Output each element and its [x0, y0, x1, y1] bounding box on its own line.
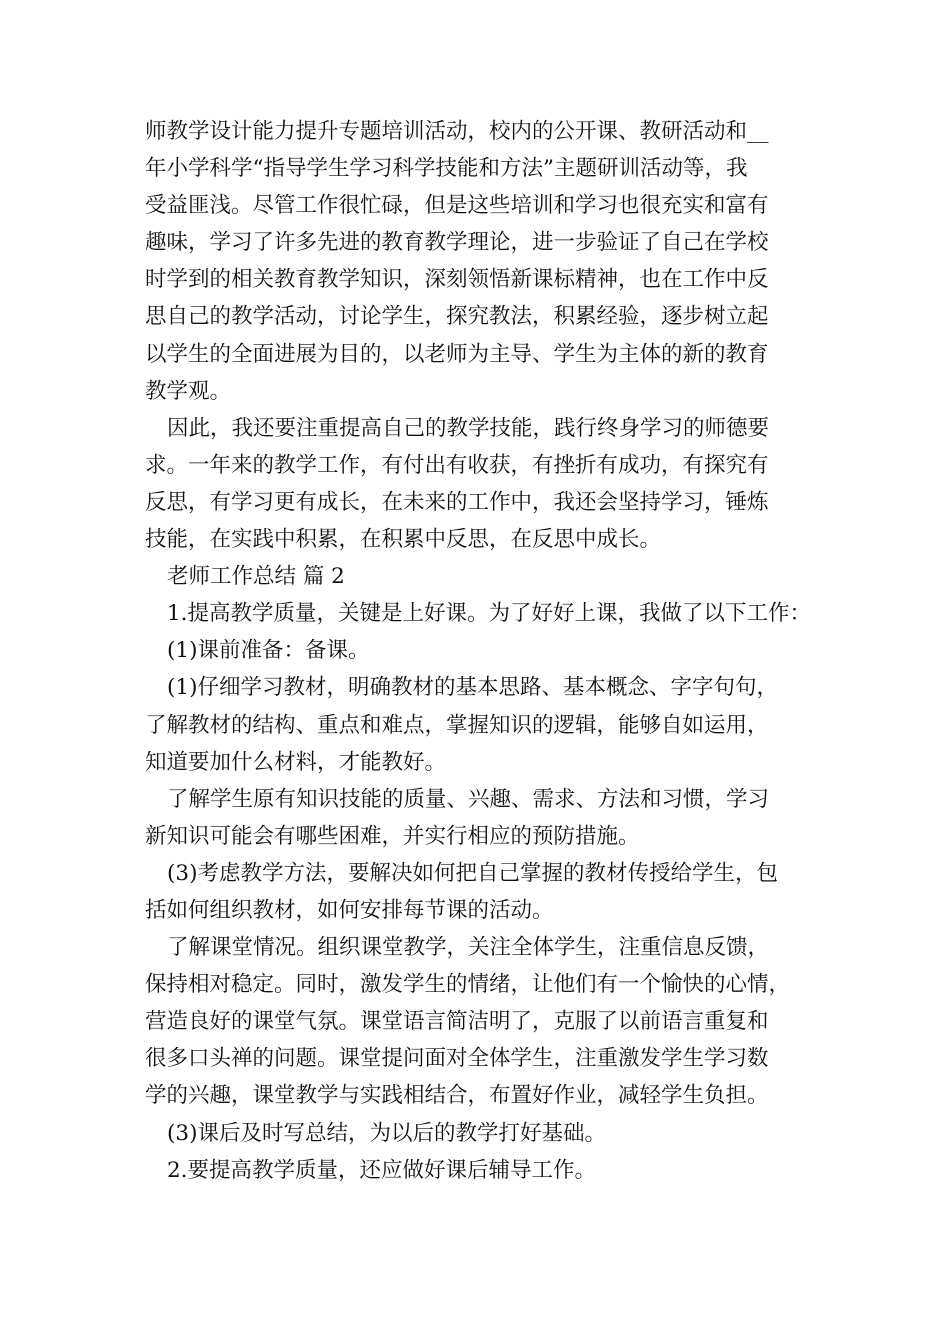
paragraph-start-line: 因此，我还要注重提高自己的教学技能，践行终身学习的师德要	[167, 415, 770, 441]
text-line: 以学生的全面进展为目的，以老师为主导、学生为主体的新的教育	[145, 341, 769, 367]
document-body	[145, 113, 815, 1189]
text-line: 营造良好的课堂气氛。课堂语言简洁明了，克服了以前语言重复和	[145, 1009, 769, 1035]
paragraph-start-line: 2.要提高教学质量，还应做好课后辅导工作。	[167, 1157, 597, 1183]
text-line: 趣味，学习了许多先进的教育教学理论，进一步验证了自己在学校	[145, 230, 769, 256]
section-heading: 老师工作总结 篇 2	[167, 564, 345, 590]
paragraph-start-line: 了解课堂情况。组织课堂教学，关注全体学生，注重信息反馈，	[167, 935, 770, 961]
paragraph-start-line: 1.提高教学质量，关键是上好课。为了好好上课，我做了以下工作：	[167, 601, 812, 627]
text-line: 了解教材的结构、重点和难点，掌握知识的逻辑，能够自如运用，	[145, 712, 769, 738]
text-line: 受益匪浅。尽管工作很忙碌，但是这些培训和学习也很充实和富有	[145, 193, 769, 219]
text-line: 时学到的相关教育教学知识，深刻领悟新课标精神，也在工作中反	[145, 267, 769, 293]
text-line: 师教学设计能力提升专题培训活动，校内的公开课、教研活动和__	[145, 119, 769, 144]
text-line: 很多口头禅的问题。课堂提问面对全体学生，注重激发学生学习数	[145, 1046, 769, 1072]
text-line: 思自己的教学活动，讨论学生，探究教法，积累经验，逐步树立起	[145, 304, 769, 330]
text-line: 括如何组织教材，如何安排每节课的活动。	[145, 897, 554, 923]
text-line: 新知识可能会有哪些困难，并实行相应的预防措施。	[145, 823, 640, 849]
paragraph-start-line: (3)课后及时写总结，为以后的教学打好基础。	[167, 1120, 606, 1146]
paragraph-start-line: (3)考虑教学方法，要解决如何把自己掌握的教材传授给学生，包	[167, 860, 778, 886]
paragraph-start-line: (1)课前准备：备课。	[167, 638, 370, 664]
paragraph-start-line: (1)仔细学习教材，明确教材的基本思路、基本概念、字字句句，	[167, 675, 778, 701]
text-line: 学的兴趣，课堂教学与实践相结合，布置好作业，减轻学生负担。	[145, 1083, 769, 1109]
text-line: 知道要加什么材料，才能教好。	[145, 749, 447, 775]
text-line: 求。一年来的教学工作，有付出有收获，有挫折有成功，有探究有	[145, 452, 769, 478]
text-line: 年小学科学“指导学生学习科学技能和方法”主题研训活动等，我	[145, 156, 748, 182]
paragraph-start-line: 了解学生原有知识技能的质量、兴趣、需求、方法和习惯，学习	[167, 786, 770, 812]
text-line: 保持相对稳定。同时，激发学生的情绪，让他们有一个愉快的心情，	[145, 972, 791, 998]
text-line: 反思，有学习更有成长，在未来的工作中，我还会坚持学习，锤炼	[145, 489, 769, 515]
text-line: 教学观。	[145, 378, 232, 404]
text-line: 技能，在实践中积累，在积累中反思，在反思中成长。	[145, 527, 662, 553]
